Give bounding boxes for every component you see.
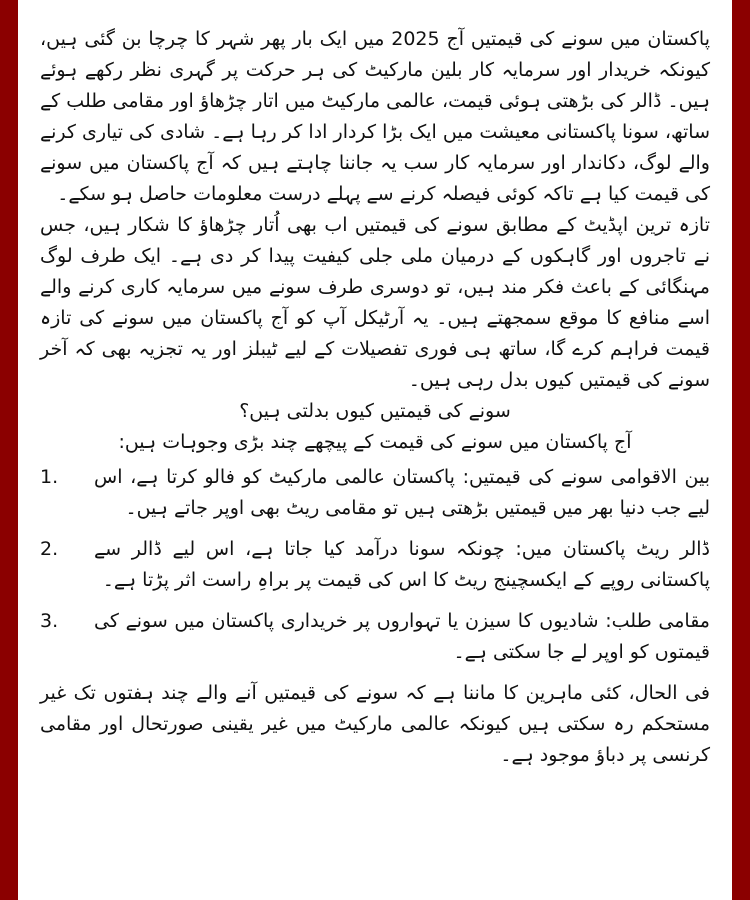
list-item-text: مقامی طلب: شادیوں کا سیزن یا تہواروں پر خریداری پاکستان میں سونے کی قیمتوں کو اوپر لے جا سکتی ہے۔ (94, 610, 710, 663)
list-item (40, 462, 710, 524)
list-item-number: 2. (40, 538, 59, 560)
update-paragraph: تازہ ترین اپڈیٹ کے مطابق سونے کی قیمتیں اب بھی اُتار چڑھاؤ کا شکار ہیں، جس نے تاجروں اور گاہکوں کے درمیان ملی جلی کیفیت پیدا کر دی ہے۔ ایک طرف لوگ مہنگائی کے باعث فکر مند ہیں، تو دوسری طرف سونے میں سرمایہ کاری کرنے والے اسے منافع کا موقع سمجھتے ہیں۔ یہ آرٹیکل آپ کو آج پاکستان میں سونے کی تازہ قیمت فراہم کرے گا، ساتھ ہی فوری تفصیلات کے لیے ٹیبلز اور یہ تجزیہ بھی کہ آخر سونے کی قیمتیں کیوں بدل رہی ہیں۔ (40, 214, 710, 391)
reasons-list (40, 462, 710, 668)
conclusion-paragraph: فی الحال، کئی ماہرین کا ماننا ہے کہ سونے کی قیمتیں آنے والے چند ہفتوں تک غیر مستحکم رہ سکتی ہیں کیونکہ عالمی مارکیٹ میں غیر یقینی صورتحال اور مقامی کرنسی پر دباؤ موجود ہے۔ (40, 682, 710, 766)
list-item-number: 1. (40, 466, 59, 488)
list-item-text: بین الاقوامی سونے کی قیمتیں: پاکستان عالمی مارکیٹ کو فالو کرتا ہے، اس لیے جب دنیا بھر میں قیمتیں بڑھتی ہیں تو مقامی ریٹ بھی اوپر جاتے ہیں۔ (94, 466, 710, 519)
list-item-number: 3. (40, 610, 59, 632)
section-subheading: آج پاکستان میں سونے کی قیمت کے پیچھے چند بڑی وجوہات ہیں: (118, 431, 632, 453)
article-page (18, 0, 732, 900)
list-item (40, 534, 710, 596)
list-item (40, 606, 710, 668)
section-heading: سونے کی قیمتیں کیوں بدلتی ہیں؟ (239, 400, 511, 422)
article-body (18, 0, 732, 781)
list-item-text: ڈالر ریٹ پاکستان میں: چونکہ سونا درآمد کیا جاتا ہے، اس لیے ڈالر سے پاکستانی روپے کے ایکسچینج ریٹ کا اس کی قیمت پر براہِ راست اثر پڑتا ہے۔ (94, 538, 710, 591)
intro-paragraph: پاکستان میں سونے کی قیمتیں آج 2025 میں ایک بار پھر شہر کا چرچا بن گئی ہیں، کیونکہ خریدار اور سرمایہ کار بلین مارکیٹ کی ہر حرکت پر گہری نظر رکھے ہوئے ہیں۔ ڈالر کی بڑھتی ہوئی قیمت، عالمی مارکیٹ میں اتار چڑھاؤ اور مقامی طلب کے ساتھ، سونا پاکستانی معیشت میں ایک بڑا کردار ادا کر رہا ہے۔ شادی کی تیاری کرنے والے لوگ، دکاندار اور سرمایہ کار سب یہ جاننا چاہتے ہیں کہ آج پاکستان میں سونے کی قیمت کیا ہے تاکہ کوئی فیصلہ کرنے سے پہلے درست معلومات حاصل ہو سکے۔ (40, 28, 710, 205)
